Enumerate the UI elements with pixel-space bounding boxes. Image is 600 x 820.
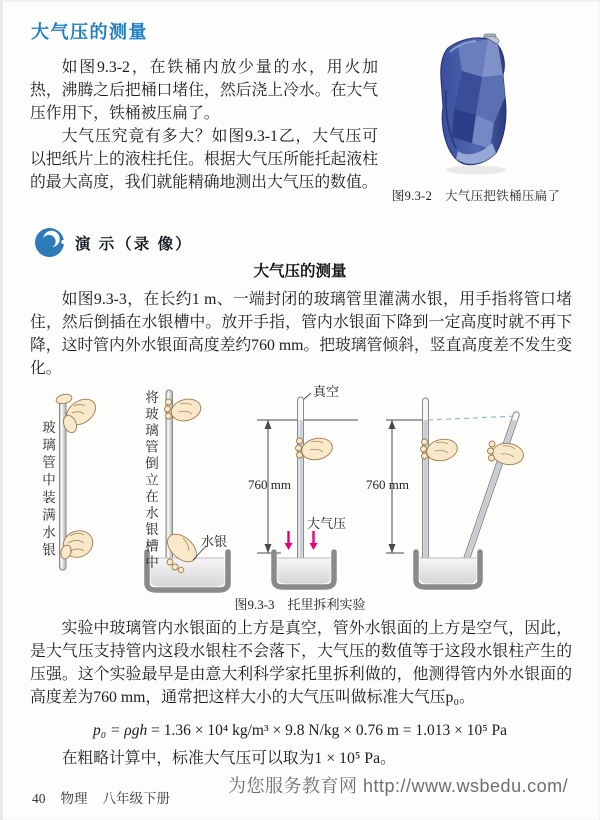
page-footer: [32, 787, 185, 807]
page-number: 40: [32, 791, 46, 806]
demo-subtitle: 大气压的测量: [253, 263, 347, 280]
glass-tube-tilted: [460, 411, 520, 571]
figure-9-3-3-caption: 图9.3-3 托里拆利实验: [234, 597, 366, 612]
approximation-note: 在粗略计算中，标准大气压可以取为1 × 10⁵ Pa。: [61, 750, 396, 767]
hand-on-tilted-tube: [488, 441, 525, 467]
crushed-barrel-image: [432, 30, 520, 177]
demo-paragraph: 如图9.3-3，在长约1 m、一端封闭的玻璃管里灌满水银，用手指将管口堵住，然后倒插在水银槽中。放开手指，管内水银面下降到一定高度时就不再下降，这时管内外水银面高度差约760 mm。把玻璃管倾斜，竖直高度差不发生变化。: [30, 291, 572, 377]
pressure-formula: [0, 722, 600, 740]
body-paragraph: 实验中玻璃管内水银面的上方是真空，管外水银面的上方是空气，因此，是大气压支持管内这段水银柱不会落下，大气压的数值等于这段水银柱产生的压强。这个实验最早是由意大利科学家托里拆利做的，他测得管内外水银面的高度差为760 mm，通常把这样大小的大气压叫做标准大气压p₀。: [30, 620, 572, 706]
subject-label: 物理: [60, 791, 88, 806]
formula-lhs: p₀ = ρgh: [92, 722, 148, 739]
label-atmospheric-pressure: 大气压: [307, 516, 347, 531]
equal-height-dashed-line: [428, 416, 517, 420]
intro-paragraph-2: 大气压究竟有多大？如图9.3-1乙，大气压可以把纸片上的液柱托住。根据大气压所能托起液柱的最大高度，我们就能精确地测出大气压的数值。: [30, 128, 378, 191]
label-step1: 玻璃管中装满水银: [40, 420, 55, 560]
formula-rhs: = 1.36 × 10⁴ kg/m³ × 9.8 N/kg × 0.76 m = 1.013 × 10⁵ Pa: [147, 722, 508, 739]
figure-9-3-3: [0, 386, 600, 598]
watermark-text: 为您服务教育网 http://www.wsbedu.com/: [228, 776, 569, 796]
intro-section: [30, 56, 378, 194]
page-title: 大气压的测量: [31, 22, 148, 42]
vacuum-pointer-line: [303, 393, 311, 400]
label-vacuum: 真空: [313, 384, 340, 399]
demo-header: [34, 227, 193, 258]
figure-9-3-2-caption: 图9.3-2 大气压把铁桶压扁了: [391, 189, 561, 203]
label-step2: 将玻璃管倒立在水银槽中: [143, 390, 158, 572]
label-mercury: 水银: [201, 534, 228, 549]
figure-9-3-2: [378, 30, 574, 204]
label-height-760mm-left: 760 mm: [248, 477, 291, 492]
intro-paragraph-1: 如图9.3-2，在铁桶内放少量的水，用火加热，沸腾之后把桶口堵住，然后浇上冷水。在大气压作用下，铁桶被压扁了。: [30, 59, 378, 122]
label-height-760mm-right: 760 mm: [366, 477, 409, 492]
volume-label: 八年级下册: [102, 791, 170, 806]
torricelli-diagram: [0, 386, 600, 598]
demo-heading: 演 示（录 像）: [75, 235, 193, 253]
demo-video-icon: [34, 227, 65, 258]
mercury-trough: [274, 552, 334, 587]
diagram-step-1: [55, 393, 100, 570]
